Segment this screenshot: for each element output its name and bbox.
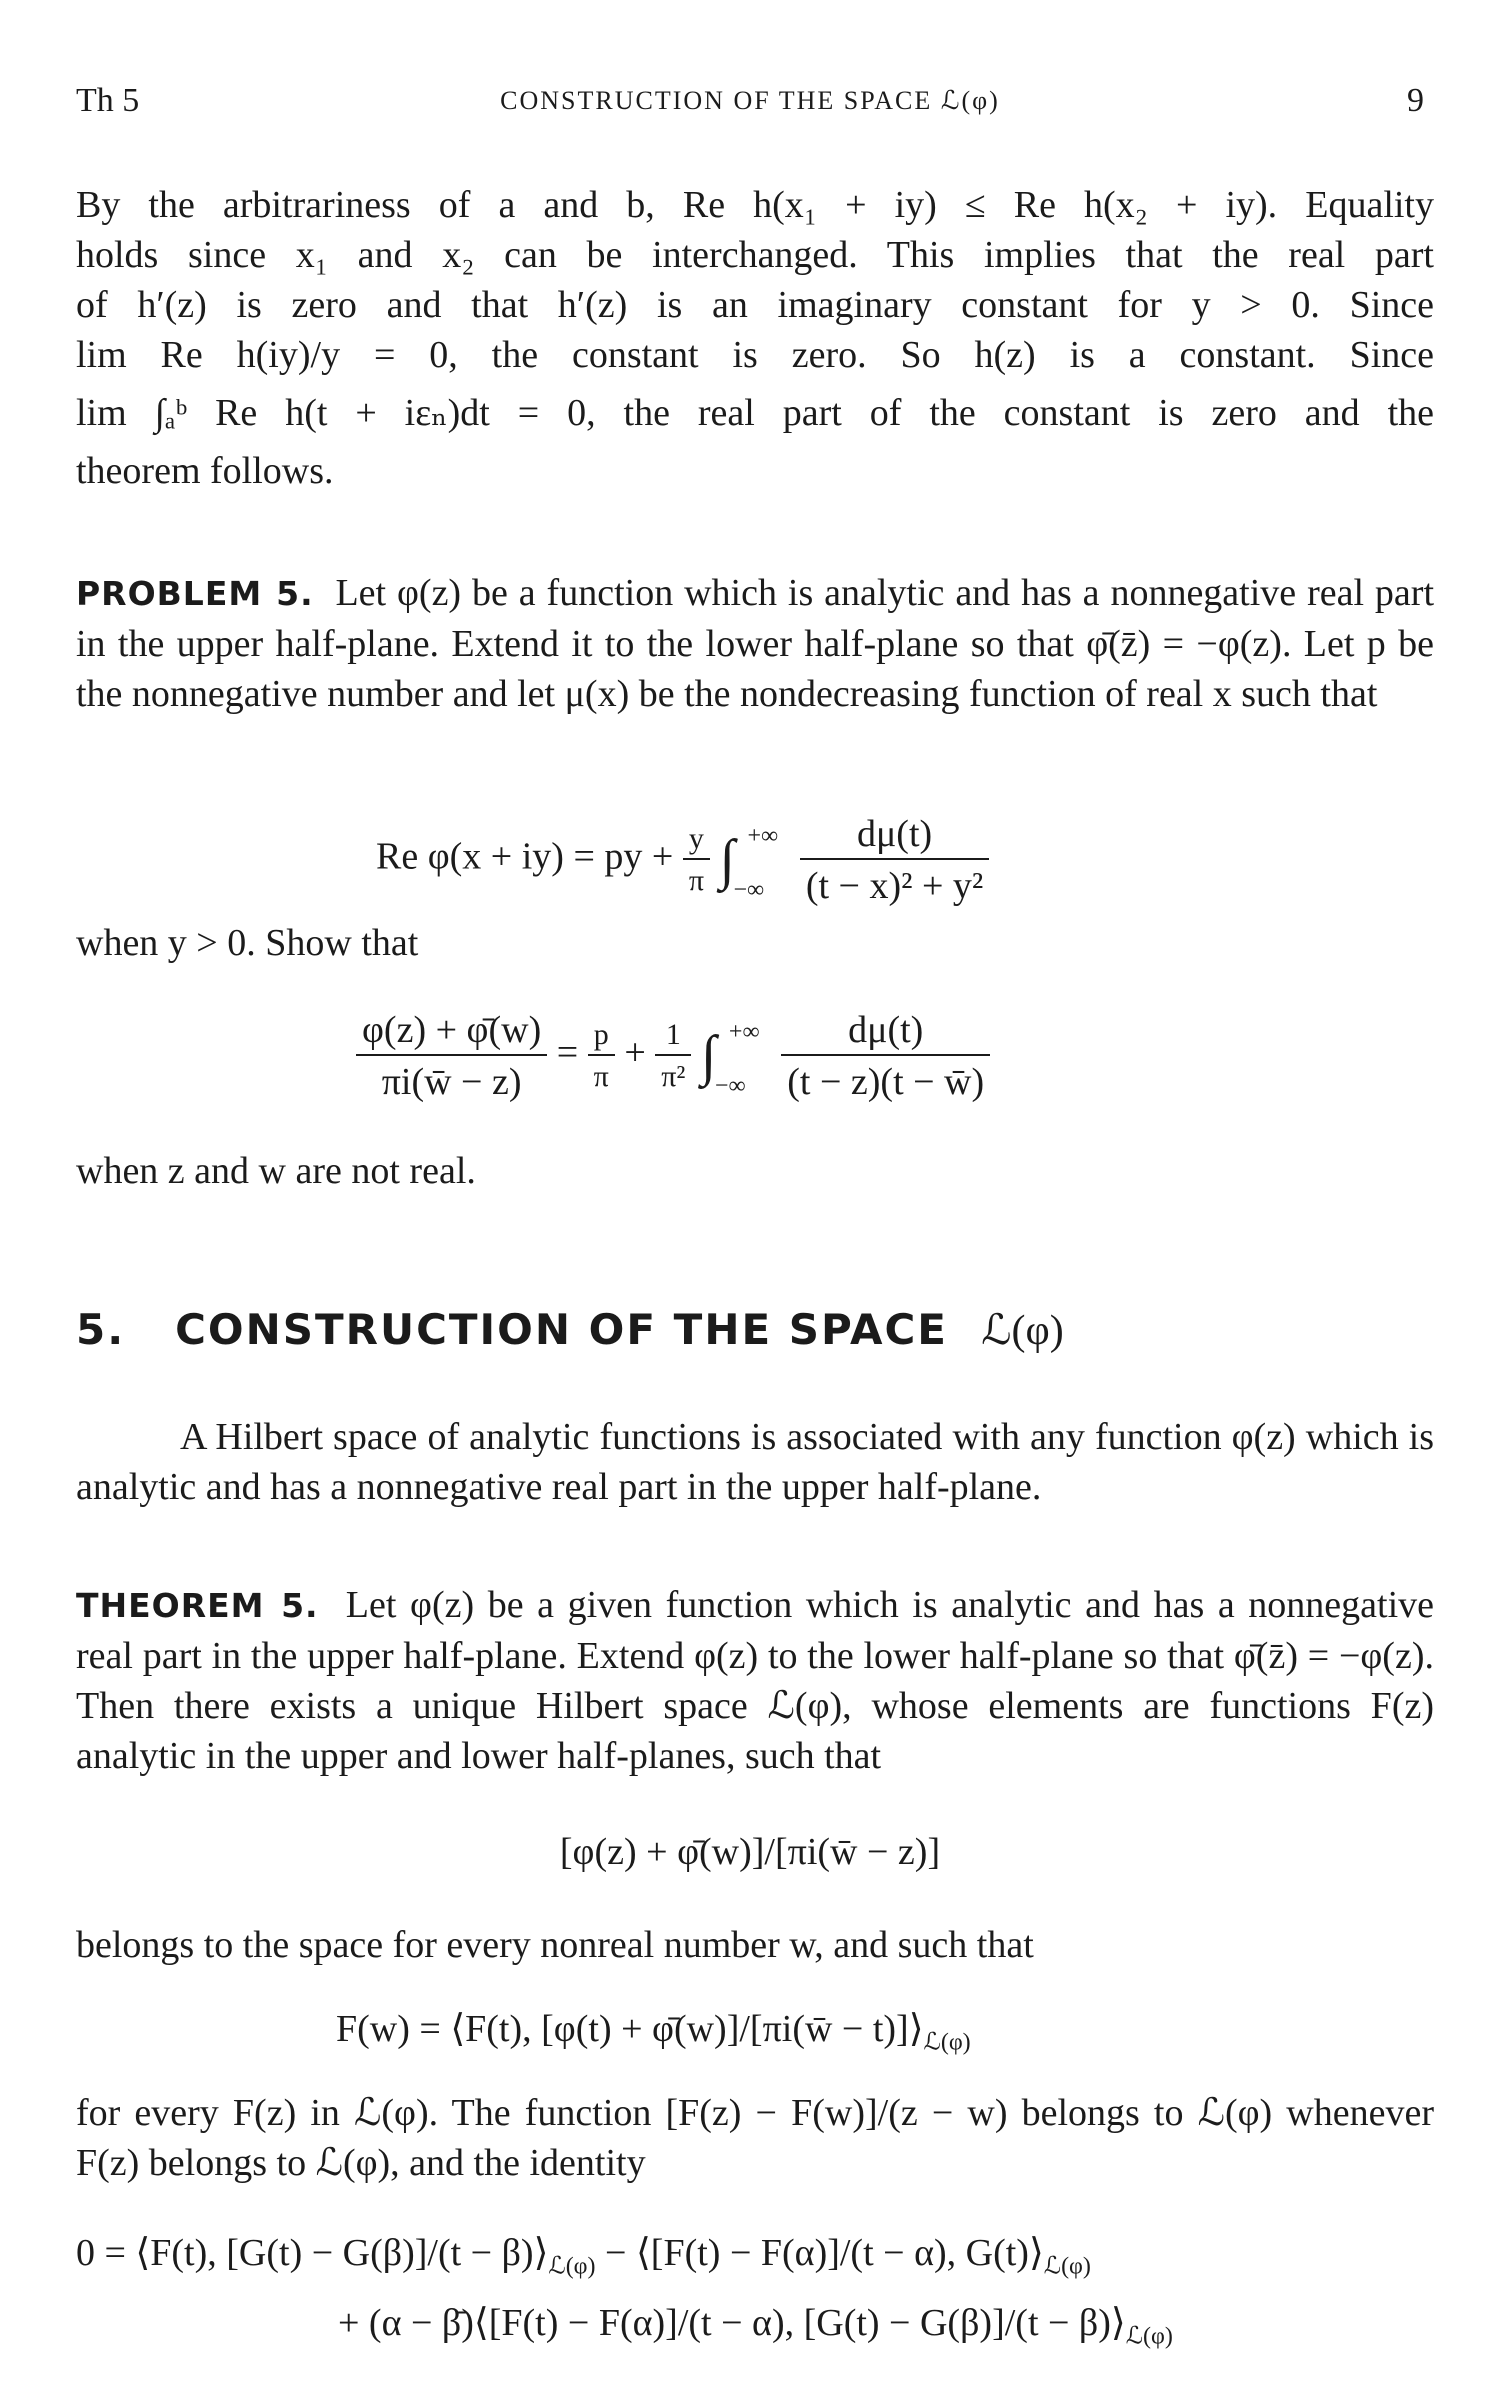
- eq1-int-upper: +∞: [747, 823, 779, 849]
- theorem-5: [76, 1580, 1434, 1781]
- theorem-kernel-equation: [φ(z) + φ̄(w)]/[πi(w̄ − z)]: [559, 1831, 941, 1873]
- eq2-coef-den: π²: [661, 1060, 686, 1093]
- eq1-coef-den: π: [688, 864, 704, 897]
- identity-part-1: 0 = ⟨F(t), [G(t) − G(β)]/(t − β)⟩: [76, 2232, 549, 2274]
- identity-part-2: − ⟨[F(t) − F(α)]/(t − α), G(t)⟩: [595, 2232, 1044, 2274]
- eq2-coef-num: 1: [655, 1018, 691, 1056]
- problem-label: PROBLEM 5.: [76, 574, 314, 613]
- problem-equation-1: [376, 812, 989, 908]
- eq2-den: (t − z)(t − w̄): [787, 1061, 985, 1103]
- theorem-continuation: for every F(z) in ℒ(φ). The function [F(z) − F(w)]/(z − w) belongs to ℒ(φ) whenever F(z) belongs to ℒ(φ), and the identity: [76, 2092, 1434, 2184]
- theorem-label: THEOREM 5.: [76, 1586, 319, 1625]
- text-line: theorem follows.: [76, 450, 334, 492]
- eq1-coefficient: [683, 822, 710, 898]
- eq1-lhs: Re φ(x + iy) = py +: [376, 835, 674, 878]
- eq1-num: dμ(t): [800, 812, 990, 860]
- eq2-coef: [655, 1018, 691, 1094]
- eq2-lhs-den: πi(w̄ − z): [381, 1061, 522, 1103]
- text-line: lim Re h(iy)/y = 0, the constant is zero. So h(z) is a constant. Since: [76, 334, 1434, 376]
- theorem-identity-line-2: [338, 2300, 1173, 2351]
- eq2-p-term: [588, 1018, 615, 1094]
- text-line: holds since x₁ and x₂ can be interchanged. This implies that the real part: [76, 234, 1434, 276]
- text-line: lim ∫ₐᵇ Re h(t + iεₙ)dt = 0, the real part of the constant is zero and the: [76, 392, 1434, 434]
- section-intro-paragraph: A Hilbert space of analytic functions is associated with any function φ(z) which is analytic and has a nonnegative real part in the upper half-plane.: [76, 1416, 1434, 1508]
- theorem-reproducing-equation: [336, 2006, 971, 2057]
- running-head-title: CONSTRUCTION OF THE SPACE ℒ(φ): [500, 86, 1000, 115]
- eq1-int-lower: −∞: [733, 877, 765, 903]
- text-line: of h′(z) is zero and that h′(z) is an imaginary constant for y > 0. Since: [76, 284, 1434, 326]
- identity-sub-1: ℒ(φ): [548, 2253, 596, 2280]
- eq2-int-upper: +∞: [728, 1019, 760, 1045]
- text-line: By the arbitrariness of a and b, Re h(x₁ + iy) ≤ Re h(x₂ + iy). Equality: [76, 184, 1434, 226]
- problem-when-line: when y > 0. Show that: [76, 922, 419, 964]
- section-symbol: ℒ(φ): [981, 1308, 1064, 1354]
- eq1-coef-num: y: [683, 822, 710, 860]
- eq2-int-lower: −∞: [714, 1073, 746, 1099]
- identity-sub-2: ℒ(φ): [1043, 2253, 1091, 2280]
- eq2-p-den: π: [593, 1060, 609, 1093]
- problem-equation-2: [356, 1008, 990, 1104]
- identity-sub-3: ℒ(φ): [1125, 2323, 1173, 2350]
- eq2-plus: +: [624, 1031, 646, 1074]
- page-number: 9: [1407, 82, 1424, 119]
- proof-conclusion-paragraph: [76, 180, 1434, 496]
- integral-sign: ∫ +∞ −∞: [719, 823, 779, 903]
- section-title: CONSTRUCTION OF THE SPACE: [175, 1305, 948, 1354]
- eq2-equals: =: [556, 1031, 579, 1074]
- eq2-lhs: [356, 1008, 547, 1104]
- section-heading: [76, 1305, 1064, 1355]
- eq2-integrand: [781, 1008, 990, 1104]
- eq2-num: dμ(t): [781, 1008, 990, 1056]
- eq2-lhs-num: φ(z) + φ̄(w): [356, 1008, 547, 1056]
- problem-5: [76, 568, 1434, 719]
- integral-sign: ∫ +∞ −∞: [700, 1019, 760, 1099]
- eq2-p-num: p: [588, 1018, 615, 1056]
- repro-eq-subscript: ℒ(φ): [923, 2029, 971, 2056]
- theorem-text: Let φ(z) be a given function which is analytic and has a nonnegative real part in the upper half-plane. Extend φ(z) to the lower half-plane so that φ̄(z̄) = −φ(z). Then there exists a unique Hilbert space ℒ(φ), whose elements are functions F(z) analytic in the upper and lower half-planes, such that: [76, 1584, 1434, 1777]
- problem-text: Let φ(z) be a function which is analytic and has a nonnegative real part in the upper half-plane. Extend it to the lower half-plane so that φ̄(z̄) = −φ(z). Let p be the nonnegative number and let μ(x) be the nondecreasing function of real x such that: [76, 572, 1434, 715]
- identity-part-3: + (α − β̄)⟨[F(t) − F(α)]/(t − α), [G(t) − G(β)]/(t − β)⟩: [338, 2302, 1126, 2344]
- eq1-integrand: [800, 812, 990, 908]
- problem-closing-line: when z and w are not real.: [76, 1150, 476, 1192]
- theorem-identity-line-1: [76, 2230, 1091, 2281]
- theorem-belongs-line: belongs to the space for every nonreal number w, and such that: [76, 1924, 1034, 1966]
- running-head-section: Th 5: [76, 82, 140, 119]
- repro-eq-body: F(w) = ⟨F(t), [φ(t) + φ̄(w)]/[πi(w̄ − t)]⟩: [336, 2008, 924, 2050]
- section-number: 5.: [76, 1305, 126, 1354]
- eq1-den: (t − x)² + y²: [805, 865, 984, 907]
